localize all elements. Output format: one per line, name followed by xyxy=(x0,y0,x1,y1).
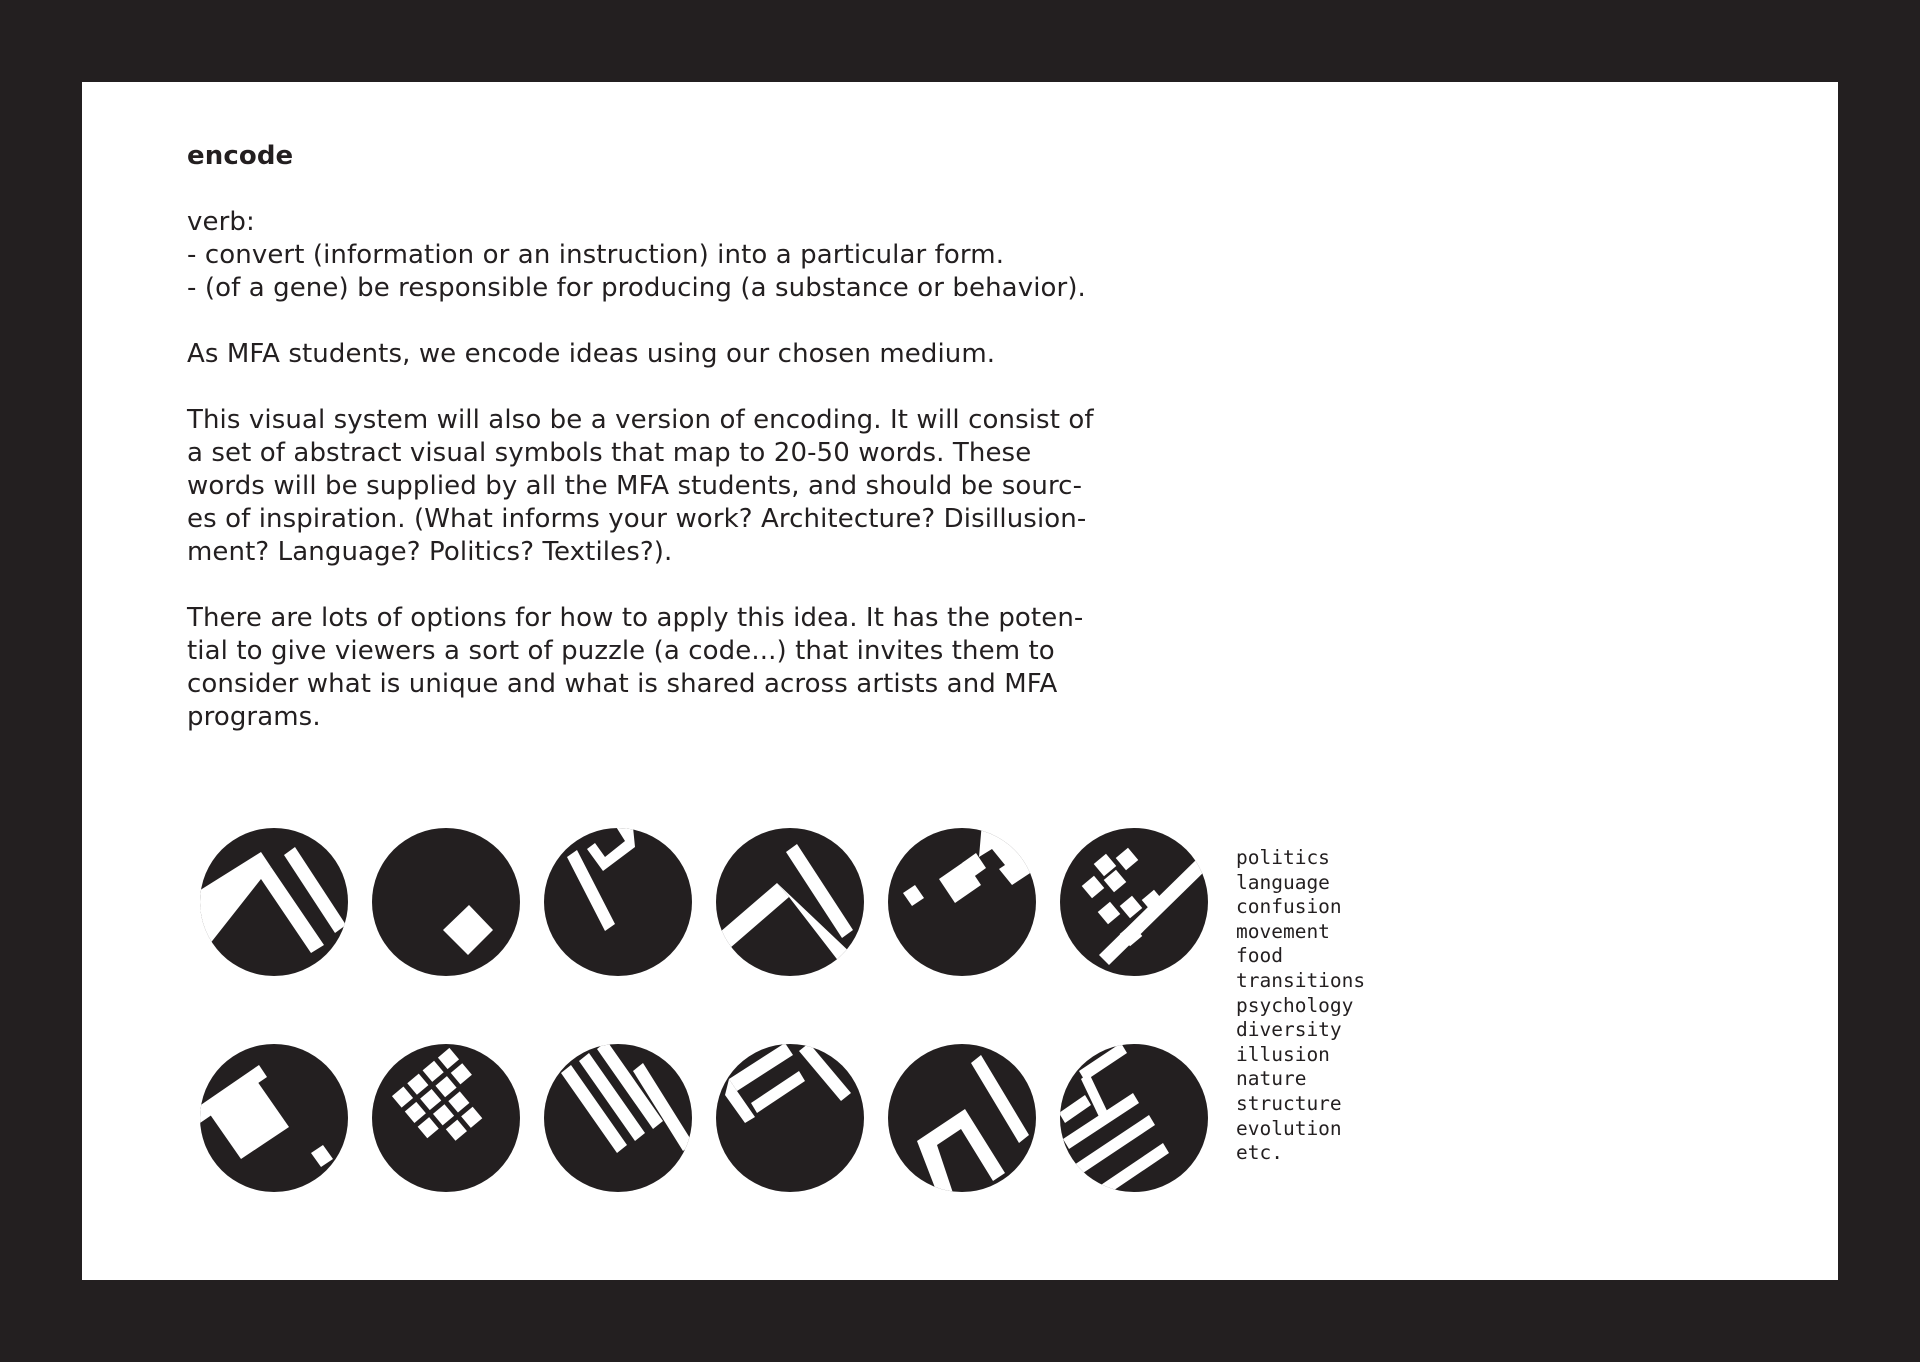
list-item: evolution xyxy=(1236,1116,1342,1140)
circle-bars-icon xyxy=(199,827,349,977)
circle-frame-icon xyxy=(715,1043,865,1193)
page-sheet xyxy=(82,82,1838,1280)
paragraph-2: This visual system will also be a version of encoding. It will consist of a set of abstract visual symbols that map to 20-50 words. These words will be supplied by all the MFA students, and should be sourc- es of inspiration. (What informs your work? Architecture? Disillusion- ment? Language? Politics? Textiles?). xyxy=(187,405,1094,567)
list-item: psychology xyxy=(1236,993,1354,1017)
circle-checker-icon xyxy=(1059,827,1209,977)
circle-ladder-icon xyxy=(1059,1043,1209,1193)
list-item: structure xyxy=(1236,1091,1342,1115)
list-item: transitions xyxy=(1236,968,1366,992)
definition-block xyxy=(187,206,1227,305)
list-item: politics xyxy=(1236,846,1330,869)
word-list xyxy=(1236,846,1365,1166)
circle-stripe-icon xyxy=(715,827,865,977)
term-heading: encode xyxy=(187,141,294,171)
list-item: illusion xyxy=(1236,1042,1330,1066)
circle-square-icon xyxy=(371,827,521,977)
definition-text-block xyxy=(187,140,1227,767)
list-item: confusion xyxy=(1236,895,1342,919)
list-item: etc. xyxy=(1236,1141,1283,1165)
circle-lines-icon xyxy=(543,1043,693,1193)
definition-2: - (of a gene) be responsible for producing (a substance or behavior). xyxy=(187,273,1086,303)
circle-block-icon xyxy=(199,1043,349,1193)
part-of-speech: verb: xyxy=(187,207,255,237)
circle-dots-icon xyxy=(887,827,1037,977)
list-item: language xyxy=(1236,870,1330,894)
circle-gate-icon xyxy=(887,1043,1037,1193)
list-item: movement xyxy=(1236,919,1330,943)
symbol-grid xyxy=(199,827,1249,1227)
circle-grid-icon xyxy=(371,1043,521,1193)
list-item: food xyxy=(1236,944,1283,968)
paragraph-1: As MFA students, we encode ideas using our chosen medium. xyxy=(187,339,996,369)
paragraph-3: There are lots of options for how to apply this idea. It has the poten- tial to give viewers a sort of puzzle (a code...) that invites them to consider what is unique and what is shared across artists and MFA programs. xyxy=(187,603,1084,732)
definition-1: - convert (information or an instruction) into a particular form. xyxy=(187,240,1005,270)
list-item: nature xyxy=(1236,1067,1307,1091)
list-item: diversity xyxy=(1236,1018,1342,1042)
circle-notch-icon xyxy=(543,827,693,977)
